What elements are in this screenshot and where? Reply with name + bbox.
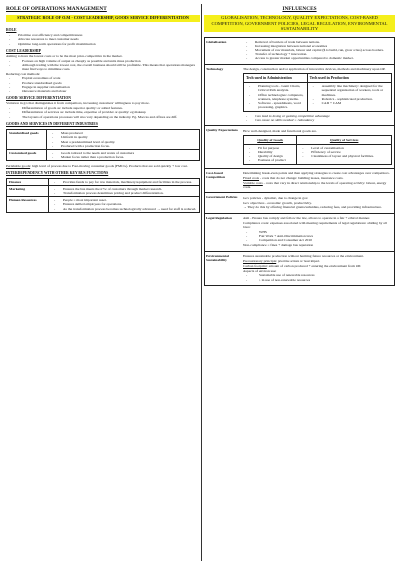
fixed-costs-text: - costs that do not change: building leases, insurance costs. [259,175,344,180]
technology-row [205,64,394,126]
list-item: - Differentiation of services as: include time, expertise of provider or quality: eg makeup [6,110,200,114]
industries-heading: GOODS AND SERVICES IN DIFFERENT INDUSTRIES [6,121,98,126]
list-item: - Produced with a production focus. [49,144,197,148]
non-compliance: Non-compliance = fines + damage bus reputation [243,242,314,247]
technology-table [243,73,392,112]
list-item: - Assembly line machinery: designed for the sequential organisation of workers, tools or machines. [310,84,389,97]
list-item: - Ensures skilled employees for operations. [51,202,197,206]
list-item: - Cleanliness of layout and physical facilities. [299,154,389,158]
list-item: - Movement of raw materials, labour and capital ($ is build, run, grow a bus) across borders. [243,48,392,52]
precaution-line [243,259,392,264]
table-header: Quality of Goods [244,135,297,144]
aspects-intro: Aspects of environ use: [243,268,277,273]
row-label: Quality Expectations [206,128,238,133]
list-item: - CAD + CAM [310,101,389,105]
fixed-costs-term: Fixed costs [243,175,260,180]
reducing-cost-intro: Reducing cost methods: [6,71,41,76]
list-item: - Robotics - sophisticated production. [310,97,389,101]
list-item: - Office technologies: computers, scanners, telephone systems. [246,93,305,101]
variable-costs-line [243,181,392,189]
list-item: - People = most important asset. [51,198,197,202]
list-item: - Competition and Consumer Act 2010 [243,238,392,242]
legal-intro: Aim - Ensure bus comply and follow the law, allows to operate in a fair + ethical manner. [243,216,370,221]
strategic-role-banner: STRATEGIC ROLE OF O.M - COST LEADERSHIP, GOOD/ SERVICE DIFFERENTIATION [6,15,200,22]
list-item: - Provides funds to pay for raw materials, machinery/equipment and facilities in the process. [51,180,197,184]
row-content [241,65,394,126]
table-cell [307,82,391,111]
list-item: - Allocate resources to meet customer needs [6,37,200,41]
row-label: Technology [206,66,224,71]
table-cell [47,130,200,150]
table-row [7,185,200,196]
technology-intro: The design, construction and/or application of innovative devices, methods and machinery upon OP. [243,67,386,72]
quality-table [243,135,392,165]
list-item: - Access to greater market opportunities compared to domestic market. [243,56,392,60]
table-header: Tech used in Production [307,74,391,82]
list-item: - Level of customisation [299,146,389,150]
differentiation-intro: Variation in g/s that distinguishes it from competitors, increasing customers' willingness to pay more. [6,101,150,106]
environment-row [205,251,394,285]
cost-leadership-heading: COST LEADERSHIP [6,48,41,53]
table-row [244,74,392,82]
government-row [205,192,394,213]
list-item: - Fair Work + Anti-Discrimination laws [243,234,392,238]
role-heading: ROLE [6,28,17,33]
table-row [244,144,392,164]
row-label: Cost-based Competition [206,170,225,179]
table-header: Quality of Services [297,135,392,144]
quality-row [205,125,394,168]
list-item: - Focuses on high volume of output as cheaply as possible and units mass production [6,59,200,63]
precaution-text: : prioritise actions w/ least impact. [276,258,321,263]
list-item: - Optimise long-term operations for profit maximisation [6,42,200,46]
list-item: - Engage in supplier rationalisation [6,85,200,89]
list-item: - Mass produced [49,131,197,135]
table-cell-label: Standardised goods [7,130,47,150]
carbon-term: Carbon footprint [243,264,267,268]
variable-costs-text: - costs that vary in direct relationship to the levels of operating activity: labour, energy costs. [243,180,387,189]
table-cell [244,82,308,111]
table-row [7,149,200,160]
table-cell-label: Marketing [7,185,49,196]
list-item: - ↓ in use of non-renewable resources [243,278,392,282]
gov-line: Gov objectives - economic growth, productivity. [243,200,312,205]
list-item: - Can cause no skills needed = redundancy [243,118,392,122]
list-item: - Can lead to losing or gaining competitive advantage [243,114,392,118]
row-content [241,126,394,168]
list-item: - Uniform in quality [49,135,197,139]
list-item: - Transfer of technology + innovation. [243,52,392,56]
cost-competition-intro: Determining break-even points and then applying strategies to create cost advantages over competitors. [243,171,390,176]
list-item: - Efficiency of service [299,150,389,154]
row-content [241,38,394,64]
interdependency-heading: INTERDEPENDENCY WITH OTHER KEY BUS FUNCTIONS [6,171,109,176]
quality-intro: How well-designed, made and functional goods are. [243,128,317,133]
row-label: Legal Regulation [206,215,232,220]
table-cell [49,197,200,213]
list-item: - Software - spreadsheets, word processing, graphics. [246,101,305,109]
list-item: - Easiness of product [246,158,294,162]
fixed-costs-line [243,176,392,180]
list-item: - Transformation process determines pricing and product differentiation. [51,191,197,195]
list-item: - Fit for purpose [246,146,294,150]
differentiation-heading: GOOD/ SERVICE DIFFERENTIATION [6,96,71,101]
table-row [244,82,392,111]
right-title: INFLUENCES [282,6,317,12]
perishable-text: : high level of process due to Fast-moving consumer goods (FMCG). Products that are sold quickly + low cost. [30,164,188,169]
table-cell-label: Finance [7,178,49,185]
list-item: - Removal of barriers of trade between nations. [243,40,392,44]
table-row [7,197,200,213]
list-item: - Ensures the bus meets the n+w of customers through market research. [51,187,197,191]
list-item: - Prioritise cost efficiency and competitiveness [6,33,200,37]
left-title: ROLE OF OPERATIONS MANAGEMENT [6,6,107,12]
compliance-costs: Compliance costs: expenses associated with meeting requirements of legal regulations: abiding by all laws: [243,221,387,230]
list-item: - Durability [246,150,294,154]
table-cell [49,178,200,185]
list-item: - Meet a predetermined level of quality. [49,140,197,144]
list-item: - The layouts of operations processes will also vary depending on the industry. Eg. Maccas and offices are diff. [6,115,200,119]
table-row [7,178,200,185]
list-item: - WHS [243,230,392,234]
table-header: Tech used in Administration [244,74,308,82]
perishable-term: Perishable goods [6,164,31,169]
right-column [204,6,395,561]
list-item: - Outsource materials and labour [6,89,200,93]
influences-table [204,37,395,286]
carbon-text: : amount of carbon produced + entering the environment from OP. [266,264,361,268]
row-label: Globalisation [206,39,227,44]
column-divider [201,4,202,561]
row-label: Government Policies [206,195,238,200]
list-item: - Although trading with the lowest cost, the overall business should still be profitable. This means that operations managers must find ways to minimise costs. [6,63,200,71]
list-item: - Sustainable use of renewable resources [243,273,392,277]
left-column [6,6,200,561]
gov-line: → They do this by offering financial grants/subsidies, reducing fees, and providing infrastructure. [243,205,382,210]
list-item: - Planning tools - Gantt Charts, Critical Path analysis. [246,84,305,92]
gov-line: Gov policies - dynamic, due to change in gov. [243,195,309,200]
table-cell-label: Human Resources [7,197,49,213]
table-cell [297,144,392,164]
differentiation-list [6,106,200,119]
precaution-term: Precautionary principle [243,258,277,263]
influences-banner: GLOBALISATION, TECHNOLOGY, QUALITY EXPECTATIONS, COST-BASED COMPETITION, GOVERNMENT POLICIES, LEGAL REGULATION, ENVIRONMENTAL SUSTAINABILITY [204,15,395,32]
table-row [244,135,392,144]
cost-leadership-intro: Aiming to have the lowest costs or to be the most price-competitive in the market. [6,53,123,58]
list-item: - Quality of design [246,154,294,158]
carbon-line [243,264,392,268]
list-item: - Increasing integration between national economies [243,44,392,48]
interdependency-table [6,178,200,213]
perishable-goods-note [6,164,200,168]
reducing-cost-list [6,76,200,93]
row-content [241,193,394,213]
row-content [241,169,394,193]
row-content [241,214,394,251]
table-cell [244,144,297,164]
list-item: - Exploit economies of scale [6,76,200,80]
list-item: - Goods tailored to the needs and wants of customers [49,151,197,155]
environment-intro: Ensures sustainable production without harming future resources or the environment. [243,254,364,259]
table-cell [49,185,200,196]
globalisation-row [205,38,394,64]
list-item: - As the transformation process becomes technologically advanced → need for staff is reduced. [51,207,197,211]
legal-row [205,213,394,251]
table-cell [47,149,200,160]
table-cell-label: Customised goods [7,149,47,160]
industries-table [6,129,200,161]
row-content [241,252,394,285]
variable-costs-term: Variable costs [243,180,263,185]
list-item: - Differentiation of goods as: include superior quality: or added features. [6,106,200,110]
cost-leadership-list [6,59,200,72]
table-row [7,130,200,150]
list-item: - Market focus rather than a production focus. [49,155,197,159]
list-item: - Produce standardised goods [6,81,200,85]
cost-competition-row [205,168,394,193]
role-list [6,33,200,46]
row-label: Environmental Sustainability [206,253,229,262]
